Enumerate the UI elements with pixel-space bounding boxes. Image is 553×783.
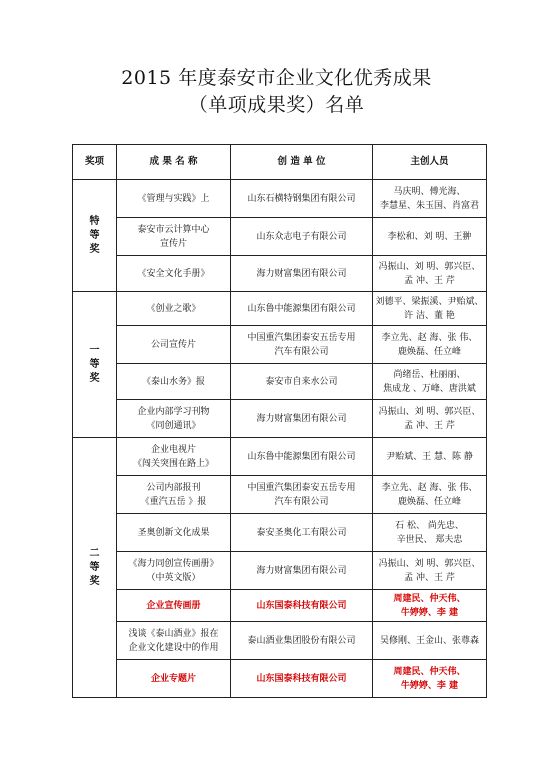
achievement-name-cell [117, 622, 231, 660]
main-creators-line: 鹿焕磊、任立峰 [397, 496, 461, 507]
main-creators-line: 孟 冲、王 芹 [404, 420, 455, 431]
main-creators-line: 冯振山、刘 明、郭兴臣、 [378, 406, 481, 417]
main-creators-line: 许 洁、董 艳 [404, 310, 455, 321]
achievement-name-cell [117, 180, 231, 218]
creating-unit-line: 山东众志电子有限公司 [256, 231, 347, 242]
table-row [73, 438, 487, 476]
achievement-name-line: 企业专题片 [150, 673, 196, 684]
main-creators-line: 周建民、仲天伟、 [393, 593, 466, 604]
creating-unit-line: 泰安圣奥化工有限公司 [256, 527, 347, 538]
creating-unit-cell [231, 292, 373, 326]
header-main-creators: 主创人员 [373, 145, 487, 180]
achievement-name-cell [117, 660, 231, 698]
main-creators-cell [373, 622, 487, 660]
achievement-name-cell [117, 514, 231, 552]
achievement-name-line: 公司宣传片 [150, 339, 196, 350]
creating-unit-line: 海力财富集团有限公司 [256, 565, 347, 576]
achievement-name-line: 浅谈《泰山酒业》报在 [128, 628, 219, 639]
achievement-name-line: 公司内部报刊 [146, 482, 201, 493]
award-category-label: 二等奖 [89, 547, 100, 587]
achievement-name-line: 《安全文化手册》 [137, 268, 210, 279]
creating-unit-line: 中国重汽集团泰安五岳专用 [247, 332, 356, 343]
achievement-name-cell [117, 364, 231, 400]
achievement-name-line: 企业宣传画册 [146, 600, 201, 611]
main-creators-cell [373, 476, 487, 514]
main-creators-line: 牛婷婷、李 建 [400, 680, 459, 691]
main-creators-line: 尹贻斌、王 慧、陈 静 [386, 451, 473, 462]
table-row [73, 476, 487, 514]
table-row [73, 292, 487, 326]
main-creators-cell [373, 590, 487, 622]
creating-unit-line: 山东国泰科技有限公司 [256, 600, 347, 611]
creating-unit-cell [231, 400, 373, 438]
achievement-name-line: 《海力同创宣传画册》 [128, 558, 219, 569]
achievement-name-line: 《泰山水务》报 [141, 376, 205, 387]
creating-unit-cell [231, 476, 373, 514]
main-creators-line: 李松和、刘 明、王翀 [387, 231, 472, 242]
award-category [73, 292, 117, 438]
achievement-name-cell [117, 590, 231, 622]
main-creators-line: 孟 冲、王 芹 [404, 275, 455, 286]
creating-unit-line: 海力财富集团有限公司 [256, 413, 347, 424]
creating-unit-line: 山东石横特钢集团有限公司 [247, 193, 356, 204]
table-row [73, 400, 487, 438]
main-creators-line: 石 松、 尚先忠、 [395, 520, 464, 531]
table-row [73, 514, 487, 552]
main-creators-line: 鹿焕磊、任立峰 [397, 346, 461, 357]
main-creators-cell [373, 400, 487, 438]
main-creators-cell [373, 326, 487, 364]
award-category [73, 180, 117, 292]
creating-unit-cell [231, 256, 373, 292]
main-creators-line: 马庆明、傅光海、 [393, 186, 466, 197]
main-creators-cell [373, 292, 487, 326]
header-award: 奖项 [73, 145, 117, 180]
main-creators-cell [373, 552, 487, 590]
achievement-name-line: 企业内部学习刊物 [137, 406, 210, 417]
table-row [73, 256, 487, 292]
main-creators-cell [373, 256, 487, 292]
main-creators-line: 冯振山、刘 明、郭兴臣、 [378, 261, 481, 272]
table-row [73, 552, 487, 590]
creating-unit-cell [231, 364, 373, 400]
creating-unit-cell [231, 660, 373, 698]
award-category-label: 特等奖 [89, 215, 100, 255]
achievement-name-line: 《创业之歌》 [146, 303, 201, 314]
main-creators-line: 李立先、赵 海、张 伟、 [381, 482, 478, 493]
creating-unit-line: 山东鲁中能源集团有限公司 [247, 303, 356, 314]
main-creators-cell [373, 180, 487, 218]
achievement-name-cell [117, 256, 231, 292]
table-row [73, 326, 487, 364]
creating-unit-line: 汽车有限公司 [274, 496, 329, 507]
main-creators-line: 周建民、仲天伟、 [393, 666, 466, 677]
achievement-name-cell [117, 218, 231, 256]
main-creators-line: 刘德平、梁振溪、尹贻斌、 [375, 296, 484, 307]
achievement-name-cell [117, 552, 231, 590]
main-creators-cell [373, 660, 487, 698]
main-creators-cell [373, 438, 487, 476]
document-title: 2015 年度泰安市企业文化优秀成果 [121, 67, 432, 89]
achievement-name-line: 泰安市云计算中心 [137, 224, 210, 235]
header-creating-unit: 创 造 单 位 [231, 145, 373, 180]
creating-unit-line: 中国重汽集团泰安五岳专用 [247, 482, 356, 493]
creating-unit-cell [231, 514, 373, 552]
document-subtitle: （单项成果奖）名单 [188, 94, 365, 116]
header-achievement-name: 成 果 名 称 [117, 145, 231, 180]
awards-table-body [73, 180, 487, 698]
achievement-name-cell [117, 400, 231, 438]
creating-unit-cell [231, 438, 373, 476]
main-creators-cell [373, 364, 487, 400]
creating-unit-line: 海力财富集团有限公司 [256, 268, 347, 279]
award-category [73, 438, 117, 698]
creating-unit-line: 山东鲁中能源集团有限公司 [247, 451, 356, 462]
achievement-name-line: 圣奥创新文化成果 [137, 527, 210, 538]
creating-unit-cell [231, 180, 373, 218]
table-row [73, 590, 487, 622]
awards-table [72, 144, 487, 698]
table-row [73, 660, 487, 698]
main-creators-cell [373, 218, 487, 256]
creating-unit-line: 山东国泰科技有限公司 [256, 673, 347, 684]
main-creators-line: 李立先、赵 海、张 伟、 [381, 332, 478, 343]
achievement-name-line: 《同创通讯》 [146, 420, 201, 431]
main-creators-line: 冯振山、刘 明、郭兴臣、 [378, 558, 481, 569]
main-creators-line: 吴修刚、王金山、张尊森 [379, 635, 479, 646]
achievement-name-line: 企业文化建设中的作用 [128, 642, 219, 653]
achievement-name-cell [117, 476, 231, 514]
achievement-name-cell [117, 438, 231, 476]
main-creators-line: 焦成龙 、万峰、唐洪斌 [383, 383, 476, 394]
creating-unit-cell [231, 552, 373, 590]
creating-unit-cell [231, 622, 373, 660]
table-row [73, 364, 487, 400]
achievement-name-line: （中英文版） [146, 572, 201, 583]
achievement-name-line: 《重汽五岳 》报 [140, 496, 207, 507]
creating-unit-cell [231, 218, 373, 256]
main-creators-cell [373, 514, 487, 552]
main-creators-line: 尚绪岳、杜丽丽、 [393, 369, 466, 380]
creating-unit-cell [231, 590, 373, 622]
table-row [73, 622, 487, 660]
creating-unit-cell [231, 326, 373, 364]
table-row [73, 218, 487, 256]
creating-unit-line: 泰安市自来水公司 [265, 376, 338, 387]
achievement-name-cell [117, 326, 231, 364]
table-header-row [73, 145, 487, 180]
award-category-label: 一等奖 [89, 344, 100, 384]
creating-unit-line: 泰山酒业集团股份有限公司 [247, 635, 356, 646]
achievement-name-line: 宣传片 [159, 238, 187, 249]
achievement-name-line: 企业电视片 [150, 444, 196, 455]
main-creators-line: 牛婷婷、李 建 [400, 607, 459, 618]
table-row [73, 180, 487, 218]
main-creators-line: 辛世民、 郑夫忠 [396, 534, 463, 545]
achievement-name-cell [117, 292, 231, 326]
achievement-name-line: 《闯关突围在路上》 [132, 458, 214, 469]
creating-unit-line: 汽车有限公司 [274, 346, 329, 357]
main-creators-line: 李慧星、朱玉国、肖富君 [379, 200, 479, 211]
achievement-name-line: 《管理与实践》上 [137, 193, 210, 204]
main-creators-line: 孟 冲、王 芹 [404, 572, 455, 583]
